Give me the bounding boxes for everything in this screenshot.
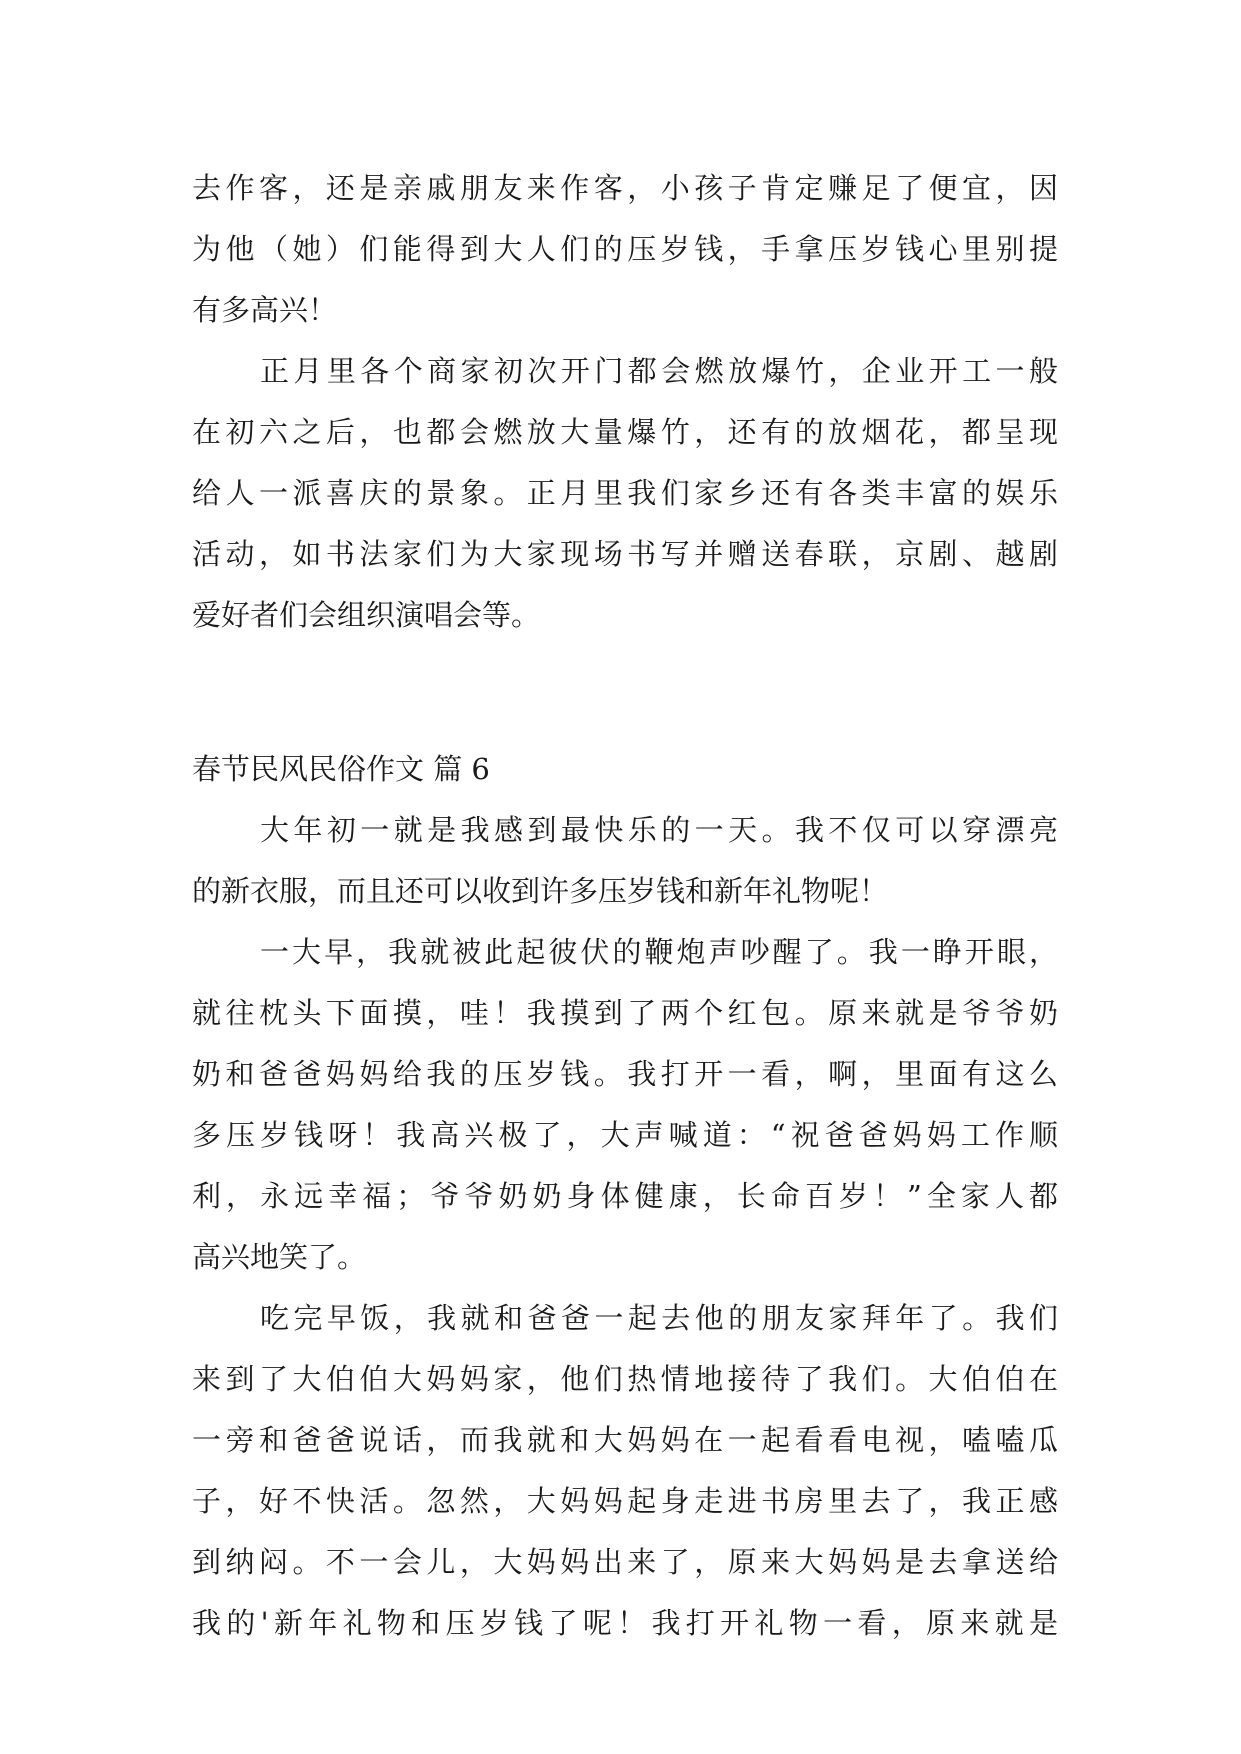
text-line: 吃完早饭，我就和爸爸一起去他的朋友家拜年了。我们 <box>260 1301 1058 1335</box>
section-heading: 春节民风民俗作文 篇 6 <box>192 752 490 786</box>
text-line: 奶和爸爸妈妈给我的压岁钱。我打开一看，啊，里面有这么 <box>192 1057 1058 1091</box>
paragraph <box>192 341 1058 646</box>
text-line: 有多高兴！ <box>192 293 338 327</box>
text-line: 给人一派喜庆的景象。正月里我们家乡还有各类丰富的娱乐 <box>192 476 1058 510</box>
text-line: 来到了大伯伯大妈妈家，他们热情地接待了我们。大伯伯在 <box>192 1362 1058 1396</box>
text-line: 的新衣服，而且还可以收到许多压岁钱和新年礼物呢！ <box>192 874 889 908</box>
text-line: 活动，如书法家们为大家现场书写并赠送春联，京剧、越剧 <box>192 537 1058 571</box>
text-line: 爱好者们会组织演唱会等。 <box>192 598 541 632</box>
text-line: 一大早，我就被此起彼伏的鞭炮声吵醒了。我一睁开眼， <box>260 935 1058 969</box>
paragraph <box>192 800 1058 922</box>
text-line: 多压岁钱呀！我高兴极了，大声喊道：“祝爸爸妈妈工作顺 <box>192 1118 1058 1152</box>
text-line: 就往枕头下面摸，哇！我摸到了两个红包。原来就是爷爷奶 <box>192 996 1058 1030</box>
text-line: 利，永远幸福；爷爷奶奶身体健康，长命百岁！”全家人都 <box>192 1179 1058 1213</box>
paragraph <box>192 158 1058 341</box>
text-line: 正月里各个商家初次开门都会燃放爆竹，企业开工一般 <box>260 354 1058 388</box>
text-line: 子，好不快活。忽然，大妈妈起身走进书房里去了，我正感 <box>192 1484 1058 1518</box>
text-line: 去作客，还是亲戚朋友来作客，小孩子肯定赚足了便宜，因 <box>192 171 1058 205</box>
text-line: 大年初一就是我感到最快乐的一天。我不仅可以穿漂亮 <box>260 813 1058 847</box>
paragraph <box>192 1288 1058 1654</box>
text-line: 到纳闷。不一会儿，大妈妈出来了，原来大妈妈是去拿送给 <box>192 1545 1058 1579</box>
paragraph <box>192 922 1058 1288</box>
text-line: 为他（她）们能得到大人们的压岁钱，手拿压岁钱心里别提 <box>192 232 1058 266</box>
text-line: 高兴地笑了。 <box>192 1240 367 1274</box>
section-gap <box>192 646 1058 739</box>
document-page <box>192 158 1058 1654</box>
text-line: 在初六之后，也都会燃放大量爆竹，还有的放烟花，都呈现 <box>192 415 1058 449</box>
text-line: 我的'新年礼物和压岁钱了呢！我打开礼物一看，原来就是 <box>192 1606 1058 1640</box>
text-line: 一旁和爸爸说话，而我就和大妈妈在一起看看电视，嗑嗑瓜 <box>192 1423 1058 1457</box>
